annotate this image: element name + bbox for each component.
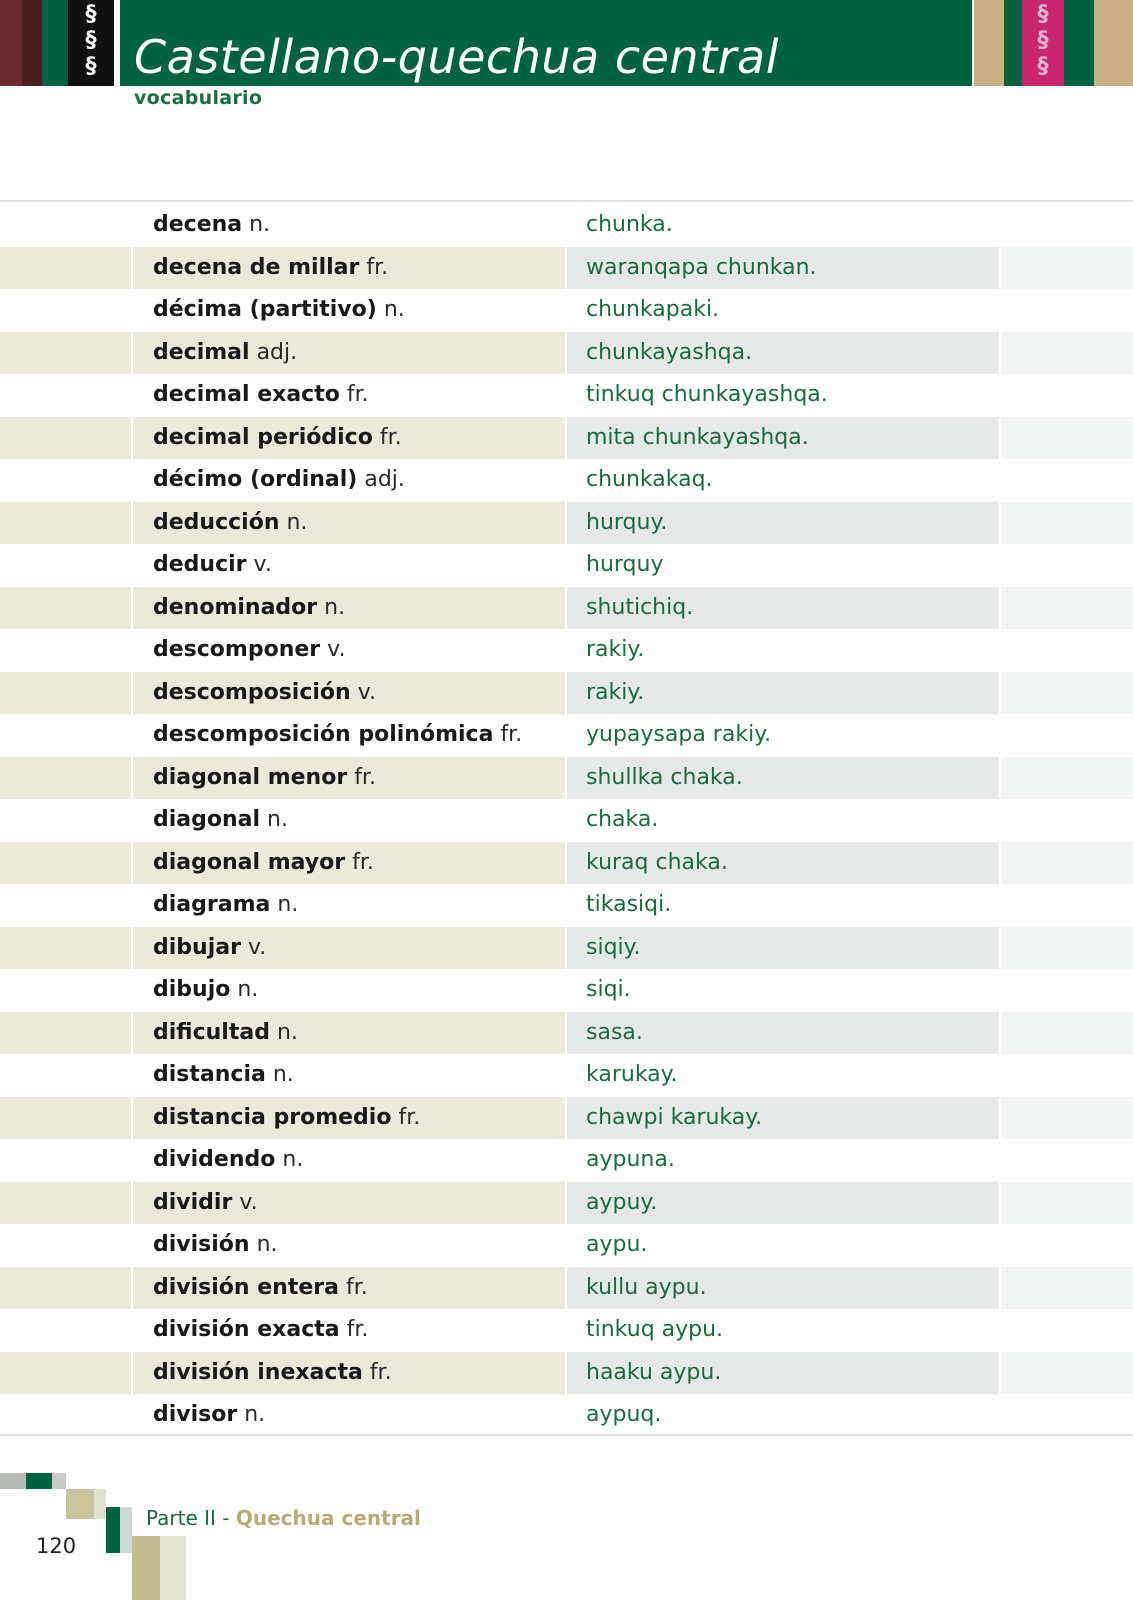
table-row — [0, 757, 1133, 800]
part-of-speech: n. — [286, 509, 308, 535]
part-of-speech: fr. — [345, 1274, 368, 1300]
table-row — [0, 672, 1133, 715]
header-strip-tan — [974, 0, 1004, 86]
row-band-left — [0, 799, 131, 842]
part-of-speech: v. — [327, 637, 346, 662]
term-cell — [153, 842, 374, 884]
row-band-left — [0, 1097, 131, 1140]
term-word: decimal — [153, 339, 250, 365]
row-band-right — [1001, 969, 1133, 1012]
term-word: división exacta — [153, 1317, 340, 1342]
term-cell — [153, 247, 388, 289]
row-band-left — [0, 587, 131, 630]
term-word: descomposición polinómica — [153, 722, 494, 747]
header-strip-green-r — [1004, 0, 1022, 86]
translation-cell: rakiy. — [586, 679, 645, 705]
term-cell — [153, 332, 297, 374]
footer-section-label — [146, 1506, 421, 1530]
term-word: división inexacta — [153, 1359, 363, 1385]
term-word: descomponer — [153, 637, 321, 662]
row-band-left — [0, 459, 131, 502]
translation-cell: chunkakaq. — [586, 467, 713, 492]
translation-cell: kullu aypu. — [586, 1274, 707, 1300]
term-word: decimal exacto — [153, 382, 340, 407]
row-band-right — [1001, 1012, 1133, 1055]
row-band-right — [1001, 1309, 1133, 1352]
term-cell — [153, 204, 270, 246]
term-cell — [153, 714, 522, 756]
table-row — [0, 927, 1133, 970]
row-band-translation — [567, 969, 999, 1012]
row-band-right — [1001, 417, 1133, 460]
table-row — [0, 247, 1133, 290]
translation-cell: siqiy. — [586, 934, 641, 960]
part-of-speech: fr. — [398, 1104, 421, 1130]
footer-block-olive — [132, 1536, 160, 1600]
term-cell — [153, 544, 272, 586]
term-cell — [153, 969, 258, 1011]
page-header — [0, 0, 1133, 86]
page-number: 120 — [36, 1534, 77, 1558]
table-row — [0, 1097, 1133, 1140]
row-band-right — [1001, 842, 1133, 885]
term-word: dividendo — [153, 1147, 276, 1172]
term-cell — [153, 417, 402, 459]
row-band-right — [1001, 1054, 1133, 1097]
term-word: diagonal — [153, 807, 261, 832]
part-of-speech: n. — [324, 594, 346, 620]
row-band-left — [0, 1054, 131, 1097]
row-band-right — [1001, 672, 1133, 715]
part-of-speech: fr. — [500, 722, 523, 747]
vocabulary-table — [0, 204, 1133, 1437]
part-of-speech: fr. — [352, 849, 374, 875]
row-band-left — [0, 1267, 131, 1310]
table-row — [0, 1139, 1133, 1182]
header-strip-darkred — [22, 0, 42, 86]
footer-block-beige — [94, 1489, 106, 1519]
term-word: deducción — [153, 509, 280, 535]
term-word: dividir — [153, 1189, 233, 1215]
row-band-right — [1001, 1097, 1133, 1140]
table-row — [0, 714, 1133, 757]
footer-block-gray — [0, 1473, 26, 1489]
footer-block-darkgreen — [106, 1507, 120, 1553]
row-band-left — [0, 672, 131, 715]
header-strip-green-r2 — [1064, 0, 1094, 86]
footer-part: Parte II - — [146, 1506, 230, 1530]
term-cell — [153, 1139, 303, 1181]
row-band-right — [1001, 714, 1133, 757]
row-band-left — [0, 204, 131, 247]
row-band-right — [1001, 502, 1133, 545]
table-row — [0, 842, 1133, 885]
header-knot-pattern-right: § § § — [1022, 0, 1064, 86]
header-knot-pattern-left: § § § — [68, 0, 114, 86]
footer-section: Quechua central — [235, 1506, 421, 1530]
part-of-speech: fr. — [354, 764, 376, 790]
row-band-left — [0, 1352, 131, 1395]
row-band-left — [0, 1012, 131, 1055]
row-band-right — [1001, 587, 1133, 630]
part-of-speech: fr. — [369, 1359, 392, 1385]
row-band-left — [0, 884, 131, 927]
table-row — [0, 1182, 1133, 1225]
part-of-speech: adj. — [364, 467, 405, 492]
translation-cell: chunkayashqa. — [586, 339, 753, 365]
term-cell — [153, 1097, 420, 1139]
row-band-right — [1001, 927, 1133, 970]
header-strip-maroon — [0, 0, 22, 86]
row-band-right — [1001, 757, 1133, 800]
part-of-speech: n. — [383, 297, 405, 322]
term-word: diagonal menor — [153, 764, 348, 790]
footer-block-tan — [66, 1489, 94, 1519]
term-cell — [153, 1352, 392, 1394]
translation-cell: haaku aypu. — [586, 1359, 722, 1385]
term-cell — [153, 672, 376, 714]
page-subtitle: vocabulario — [134, 87, 263, 109]
translation-cell: rakiy. — [586, 637, 645, 662]
term-word: diagonal mayor — [153, 849, 346, 875]
row-band-right — [1001, 629, 1133, 672]
translation-cell: chunka. — [586, 212, 673, 237]
table-row — [0, 969, 1133, 1012]
table-top-rule — [0, 200, 1133, 202]
translation-cell: aypuy. — [586, 1189, 658, 1215]
row-band-right — [1001, 204, 1133, 247]
term-word: decimal periódico — [153, 424, 373, 450]
table-row — [0, 1054, 1133, 1097]
term-word: decena de millar — [153, 254, 360, 280]
row-band-right — [1001, 1224, 1133, 1267]
translation-cell: chunkapaki. — [586, 297, 720, 322]
translation-cell: tikasiqi. — [586, 892, 672, 917]
term-word: dibujar — [153, 934, 241, 960]
translation-cell: kuraq chaka. — [586, 849, 728, 875]
footer-block-lightgray — [52, 1473, 66, 1489]
row-band-right — [1001, 799, 1133, 842]
term-cell — [153, 1182, 258, 1224]
row-band-left — [0, 247, 131, 290]
row-band-left — [0, 1309, 131, 1352]
part-of-speech: v. — [239, 1189, 258, 1215]
term-word: división entera — [153, 1274, 339, 1300]
row-band-right — [1001, 1182, 1133, 1225]
table-row — [0, 544, 1133, 587]
row-band-right — [1001, 247, 1133, 290]
table-row — [0, 502, 1133, 545]
table-row — [0, 629, 1133, 672]
term-cell — [153, 629, 345, 671]
table-row — [0, 332, 1133, 375]
table-row — [0, 1224, 1133, 1267]
translation-cell: mita chunkayashqa. — [586, 424, 809, 450]
table-row — [0, 1352, 1133, 1395]
translation-cell: karukay. — [586, 1062, 678, 1087]
part-of-speech: n. — [249, 212, 271, 237]
term-word: descomposición — [153, 679, 351, 705]
page-title: Castellano-quechua central — [134, 30, 779, 84]
row-band-left — [0, 969, 131, 1012]
part-of-speech: n. — [244, 1402, 266, 1427]
row-band-left — [0, 757, 131, 800]
table-row — [0, 459, 1133, 502]
part-of-speech: n. — [267, 807, 288, 832]
row-band-left — [0, 842, 131, 885]
row-band-right — [1001, 1394, 1133, 1437]
row-band-right — [1001, 884, 1133, 927]
table-row — [0, 884, 1133, 927]
term-word: distancia promedio — [153, 1104, 392, 1130]
row-band-right — [1001, 544, 1133, 587]
translation-cell: aypu. — [586, 1232, 648, 1257]
part-of-speech: n. — [237, 977, 259, 1002]
part-of-speech: n. — [277, 892, 299, 917]
term-cell — [153, 927, 266, 969]
part-of-speech: n. — [256, 1232, 278, 1257]
translation-cell: waranqapa chunkan. — [586, 254, 817, 280]
term-word: decena — [153, 212, 243, 237]
row-band-left — [0, 502, 131, 545]
table-row — [0, 1267, 1133, 1310]
term-word: deducir — [153, 552, 247, 577]
part-of-speech: v. — [253, 552, 272, 577]
term-cell — [153, 1012, 298, 1054]
translation-cell: aypuna. — [586, 1147, 675, 1172]
term-cell — [153, 374, 369, 416]
table-row — [0, 587, 1133, 630]
row-band-left — [0, 1224, 131, 1267]
term-word: diagrama — [153, 892, 271, 917]
row-band-left — [0, 332, 131, 375]
row-band-left — [0, 714, 131, 757]
term-word: división — [153, 1232, 250, 1257]
row-band-left — [0, 289, 131, 332]
row-band-left — [0, 927, 131, 970]
part-of-speech: adj. — [256, 339, 298, 365]
row-band-right — [1001, 332, 1133, 375]
part-of-speech: v. — [357, 679, 377, 705]
part-of-speech: fr. — [346, 1317, 369, 1342]
term-word: décima (partitivo) — [153, 297, 377, 322]
term-cell — [153, 799, 288, 841]
table-row — [0, 1012, 1133, 1055]
translation-cell: siqi. — [586, 977, 631, 1002]
table-row — [0, 204, 1133, 247]
footer-block-green — [26, 1473, 52, 1489]
term-cell — [153, 1309, 368, 1351]
term-cell — [153, 1054, 294, 1096]
part-of-speech: n. — [272, 1062, 294, 1087]
footer-block-paleblue — [120, 1507, 132, 1553]
translation-cell: sasa. — [586, 1019, 643, 1045]
row-band-left — [0, 417, 131, 460]
table-row — [0, 1309, 1133, 1352]
term-cell — [153, 1224, 278, 1266]
header-strip-tan-r2 — [1094, 0, 1133, 86]
translation-cell: aypuq. — [586, 1402, 662, 1427]
translation-cell: tinkuq chunkayashqa. — [586, 382, 828, 407]
term-cell — [153, 587, 345, 629]
row-band-left — [0, 1182, 131, 1225]
term-word: divisor — [153, 1402, 238, 1427]
part-of-speech: n. — [276, 1019, 298, 1045]
row-band-left — [0, 544, 131, 587]
term-cell — [153, 884, 298, 926]
row-band-right — [1001, 1267, 1133, 1310]
term-cell — [153, 459, 405, 501]
row-band-right — [1001, 374, 1133, 417]
part-of-speech: fr. — [379, 424, 402, 450]
term-word: dificultad — [153, 1019, 270, 1045]
table-bottom-rule — [0, 1434, 1133, 1436]
translation-cell: hurquy. — [586, 509, 668, 535]
term-cell — [153, 757, 376, 799]
table-row — [0, 289, 1133, 332]
translation-cell: yupaysapa rakiy. — [586, 722, 772, 747]
row-band-left — [0, 374, 131, 417]
table-row — [0, 1394, 1133, 1437]
part-of-speech: fr. — [366, 254, 389, 280]
header-strip-green — [42, 0, 68, 86]
term-word: denominador — [153, 594, 318, 620]
row-band-right — [1001, 459, 1133, 502]
table-row — [0, 417, 1133, 460]
term-word: distancia — [153, 1062, 266, 1087]
translation-cell: shullka chaka. — [586, 764, 743, 790]
part-of-speech: n. — [282, 1147, 304, 1172]
row-band-right — [1001, 1139, 1133, 1182]
translation-cell: chaka. — [586, 807, 659, 832]
term-cell — [153, 1394, 265, 1436]
row-band-right — [1001, 1352, 1133, 1395]
translation-cell: shutichiq. — [586, 594, 694, 620]
part-of-speech: fr. — [346, 382, 369, 407]
table-row — [0, 799, 1133, 842]
term-cell — [153, 289, 405, 331]
row-band-left — [0, 629, 131, 672]
table-row — [0, 374, 1133, 417]
term-cell — [153, 502, 307, 544]
translation-cell: hurquy — [586, 552, 664, 577]
footer-block-cream — [160, 1536, 186, 1600]
translation-cell: chawpi karukay. — [586, 1104, 763, 1130]
part-of-speech: v. — [247, 934, 267, 960]
term-cell — [153, 1267, 368, 1309]
term-word: dibujo — [153, 977, 231, 1002]
row-band-left — [0, 1139, 131, 1182]
row-band-right — [1001, 289, 1133, 332]
term-word: décimo (ordinal) — [153, 467, 358, 492]
translation-cell: tinkuq aypu. — [586, 1317, 724, 1342]
row-band-left — [0, 1394, 131, 1437]
